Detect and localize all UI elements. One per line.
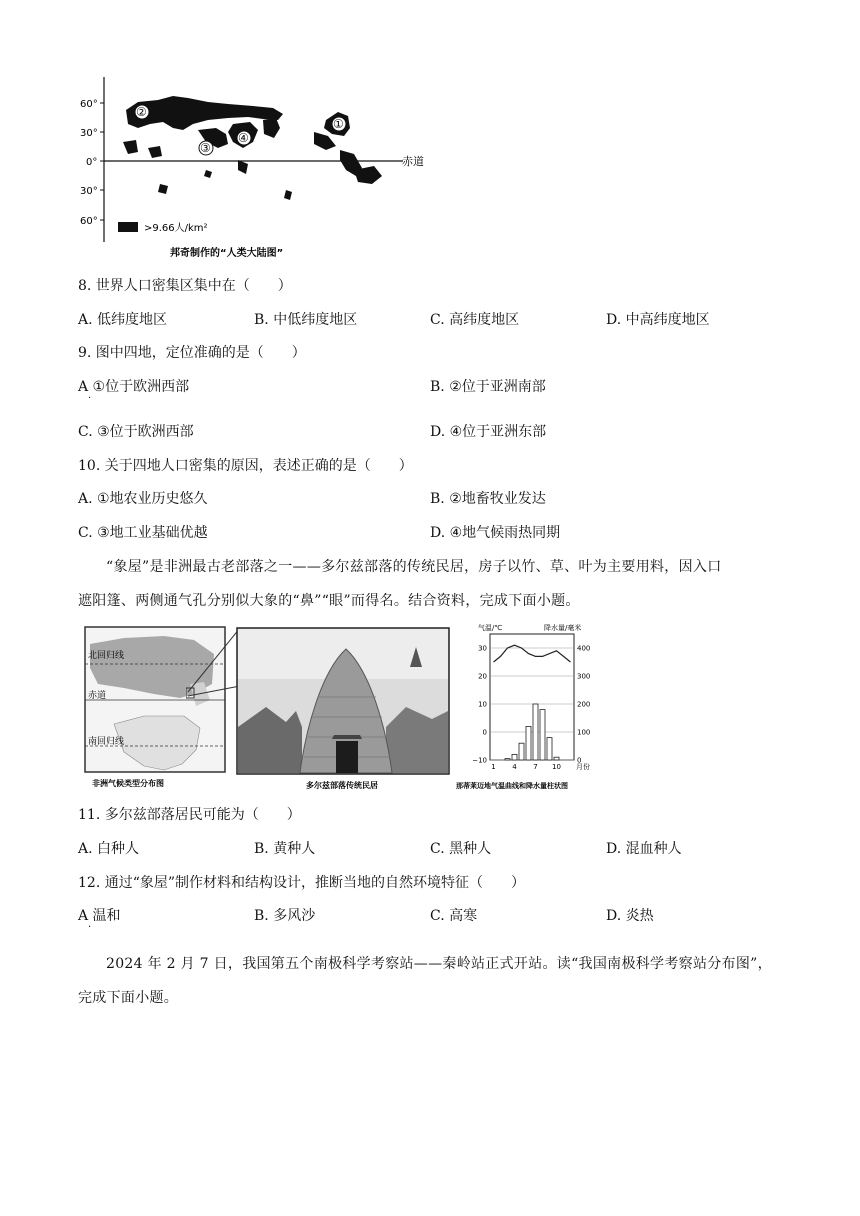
map1-legend: >9.66人/km²: [144, 223, 208, 234]
chart-right-title: 降水量/毫米: [544, 624, 582, 632]
lat-label-60s: 60°: [80, 216, 98, 227]
equator-label: 赤道: [402, 155, 424, 168]
q12-option-a[interactable]: A 温和: [78, 908, 121, 924]
lat-label-30s: 30°: [80, 186, 98, 197]
precipitation-bar: [533, 704, 538, 760]
precipitation-bar: [526, 726, 531, 760]
precipitation-bar: [554, 757, 559, 760]
q11-option-c[interactable]: C. 黑种人: [430, 841, 492, 857]
climate-chart: [456, 622, 608, 794]
label-equator: 赤道: [88, 691, 107, 701]
x-tick-label: 4: [512, 763, 517, 771]
label-tropic-capricorn: 南回归线: [88, 737, 125, 747]
q10-option-b[interactable]: B. ②地畜牧业发达: [430, 491, 546, 507]
connector-lines: [186, 624, 242, 704]
q8-option-d[interactable]: D. 中高纬度地区: [606, 312, 710, 328]
left-tick-label: 30: [478, 644, 487, 653]
x-tick-label: 10: [552, 763, 561, 771]
q8-option-c[interactable]: C. 高纬度地区: [430, 312, 520, 328]
lat-label-0: 0°: [86, 157, 98, 168]
passage2-line2: 完成下面小题。: [78, 990, 179, 1006]
temperature-line: [494, 645, 571, 662]
right-tick-label: 400: [577, 644, 591, 653]
q9-option-d[interactable]: D. ④位于亚洲东部: [430, 424, 547, 440]
right-tick-label: 100: [577, 728, 591, 737]
q11-stem: 11. 多尔兹部落居民可能为（ ）: [78, 807, 301, 823]
precipitation-bar: [547, 738, 552, 760]
q9-option-b[interactable]: B. ②位于亚洲南部: [430, 379, 546, 395]
x-axis-unit-label: 月份: [576, 763, 590, 771]
q10-stem: 10. 关于四地人口密集的原因，表述正确的是（ ）: [78, 458, 413, 474]
left-tick-label: 10: [478, 700, 487, 709]
label-tropic-cancer: 北回归线: [88, 651, 125, 661]
passage2-line1: 2024 年 2 月 7 日，我国第五个南极科学考察站——秦岭站正式开站。读“我国南极科学考察站分布图”，: [106, 956, 772, 972]
marker-2: ②: [136, 105, 147, 119]
passage1-line1: “象屋”是非洲最古老部落之一——多尔兹部落的传统民居，房子以竹、草、叶为主要用料，因入口: [106, 559, 722, 575]
marker-1: ①: [333, 117, 344, 131]
right-tick-label: 200: [577, 700, 591, 709]
q8-stem: 8. 世界人口密集区集中在（ ）: [78, 278, 292, 294]
left-tick-label: 0: [482, 728, 487, 737]
precipitation-bar: [505, 759, 510, 760]
q9-stem: 9. 图中四地，定位准确的是（ ）: [78, 345, 306, 361]
precipitation-bar: [512, 754, 517, 760]
q12-option-d[interactable]: D. 炎热: [606, 908, 654, 924]
q11-option-d[interactable]: D. 混血种人: [606, 841, 682, 857]
chart-caption: 那蒂莱迈地气温曲线和降水量柱状图: [456, 782, 568, 790]
precipitation-bar: [519, 743, 524, 760]
population-map-svg: [78, 72, 438, 267]
house-photo-svg: [236, 627, 450, 795]
house-photo-caption: 多尔兹部落传统民居: [306, 781, 378, 790]
q10-option-d[interactable]: D. ④地气候雨热同期: [430, 525, 561, 541]
right-tick-label: 0: [577, 756, 582, 765]
q9-option-c[interactable]: C. ③位于欧洲西部: [78, 424, 194, 440]
dot-mark: ·: [88, 393, 92, 404]
climate-chart-svg: [456, 622, 608, 794]
lat-label-60n: 60°: [80, 99, 98, 110]
x-tick-label: 7: [533, 763, 538, 771]
map1-caption: 邦奇制作的“人类大陆图”: [170, 248, 284, 259]
q8-option-a[interactable]: A. 低纬度地区: [78, 312, 168, 328]
q9-option-a[interactable]: A ①位于欧洲西部: [78, 379, 190, 395]
dot-mark: ·: [88, 922, 92, 933]
x-tick-label: 1: [491, 763, 496, 771]
q10-option-a[interactable]: A. ①地农业历史悠久: [78, 491, 208, 507]
q12-option-c[interactable]: C. 高寒: [430, 908, 478, 924]
marker-4: ④: [238, 131, 249, 145]
q11-option-b[interactable]: B. 黄种人: [254, 841, 316, 857]
right-tick-label: 300: [577, 672, 591, 681]
left-tick-label: −10: [472, 756, 487, 765]
lat-label-30n: 30°: [80, 128, 98, 139]
q12-stem: 12. 通过“象屋”制作材料和结构设计，推断当地的自然环境特征（ ）: [78, 875, 526, 891]
q11-option-a[interactable]: A. 白种人: [78, 841, 140, 857]
q10-option-c[interactable]: C. ③地工业基础优越: [78, 525, 208, 541]
house-photo: [236, 627, 450, 795]
q8-option-b[interactable]: B. 中低纬度地区: [254, 312, 358, 328]
population-map: [78, 72, 438, 267]
chart-left-title: 气温/℃: [478, 624, 503, 632]
left-tick-label: 20: [478, 672, 487, 681]
africa-map-caption: 非洲气候类型分布图: [92, 779, 164, 788]
passage1-line2: 遮阳篷、两侧通气孔分别似大象的“鼻”“眼”而得名。结合资料，完成下面小题。: [78, 593, 580, 609]
q12-option-b[interactable]: B. 多风沙: [254, 908, 316, 924]
precipitation-bar: [540, 710, 545, 760]
marker-3: ③: [200, 141, 211, 155]
